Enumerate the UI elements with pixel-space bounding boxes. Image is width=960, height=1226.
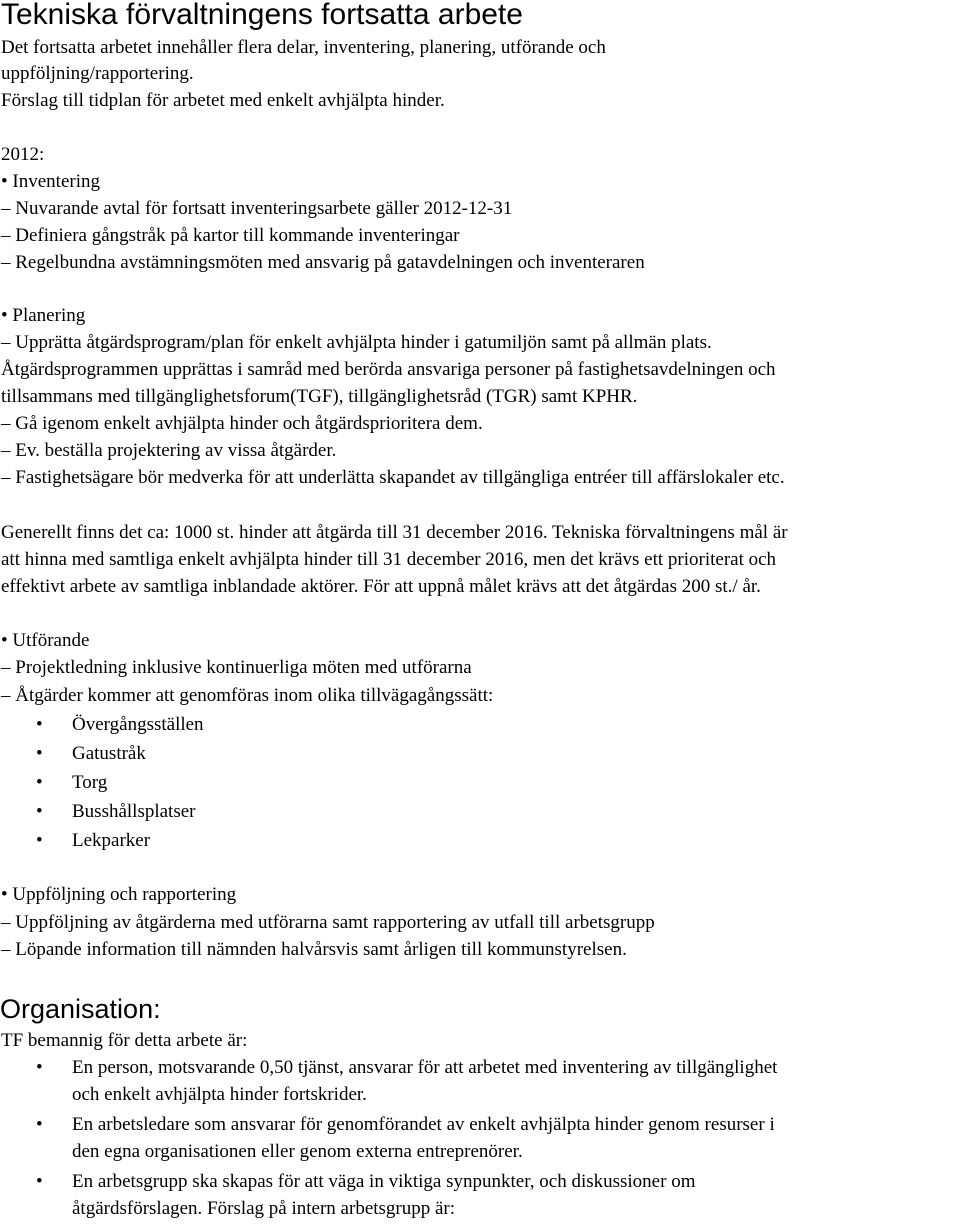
intro-line: uppföljning/rapportering. — [1, 63, 194, 84]
list-item: – Gå igenom enkelt avhjälpta hinder och åtgärdsprioritera dem. — [1, 413, 483, 434]
bullet-icon: • — [36, 801, 43, 822]
bullet-icon: • — [36, 1057, 43, 1078]
intro-line: Det fortsatta arbetet innehåller flera delar, inventering, planering, utförande och — [1, 37, 606, 58]
paragraph-line: Generellt finns det ca: 1000 st. hinder att åtgärda till 31 december 2016. Tekniska förvaltningens mål är — [1, 522, 788, 543]
paragraph-line: tillsammans med tillgänglighetsforum(TGF), tillgänglighetsråd (TGR) samt KPHR. — [1, 386, 638, 407]
list-item: – Ev. beställa projektering av vissa åtgärder. — [1, 440, 337, 461]
year-label: 2012: — [1, 144, 45, 165]
sub-list-item: Lekparker — [72, 830, 151, 851]
list-item: – Löpande information till nämnden halvårsvis samt årligen till kommunstyrelsen. — [1, 939, 627, 960]
list-item: En person, motsvarande 0,50 tjänst, ansvarar för att arbetet med inventering av tillgänglighet — [72, 1057, 778, 1078]
bullet-icon: • — [36, 714, 43, 735]
paragraph-line: effektivt arbete av samtliga inblandade aktörer. För att uppnå målet krävs att det åtgärdas 200 st./ år. — [1, 576, 761, 597]
list-item: En arbetsgrupp ska skapas för att väga in viktiga synpunkter, och diskussioner om — [72, 1171, 696, 1192]
list-item: – Regelbundna avstämningsmöten med ansvarig på gatavdelningen och inventeraren — [1, 252, 645, 273]
list-item-continued: och enkelt avhjälpta hinder fortskrider. — [72, 1084, 367, 1105]
sub-list-item: Övergångsställen — [72, 714, 204, 735]
list-item-continued: den egna organisationen eller genom externa entreprenörer. — [72, 1141, 523, 1162]
list-item: – Uppföljning av åtgärderna med utförarna samt rapportering av utfall till arbetsgrupp — [1, 912, 655, 933]
section-heading: • Utförande — [1, 630, 90, 651]
paragraph-line: Åtgärdsprogrammen upprättas i samråd med berörda ansvariga personer på fastighetsavdelningen och — [1, 359, 776, 380]
organisation-intro: TF bemannig för detta arbete är: — [1, 1030, 248, 1051]
paragraph-line: att hinna med samtliga enkelt avhjälpta hinder till 31 december 2016, men det krävs ett prioriterat och — [1, 549, 777, 570]
bullet-icon: • — [36, 1171, 43, 1192]
sub-list-item: Torg — [72, 772, 108, 793]
list-item: – Nuvarande avtal för fortsatt inventeringsarbete gäller 2012-12-31 — [1, 198, 513, 219]
list-item: – Åtgärder kommer att genomföras inom olika tillvägagångssätt: — [1, 685, 494, 706]
sub-list-item: Gatustråk — [72, 743, 146, 764]
bullet-icon: • — [36, 1114, 43, 1135]
sub-list-item: Busshållsplatser — [72, 801, 196, 822]
bullet-icon: • — [36, 830, 43, 851]
list-item: – Projektledning inklusive kontinuerliga möten med utförarna — [1, 657, 472, 678]
section-heading: • Planering — [1, 305, 86, 326]
intro-line: Förslag till tidplan för arbetet med enkelt avhjälpta hinder. — [1, 90, 445, 111]
list-item: En arbetsledare som ansvarar för genomförandet av enkelt avhjälpta hinder genom resurser i — [72, 1114, 775, 1135]
page-title: Tekniska förvaltningens fortsatta arbete — [1, 0, 523, 31]
list-item-continued: åtgärdsförslagen. Förslag på intern arbetsgrupp är: — [72, 1198, 456, 1219]
list-item: – Upprätta åtgärdsprogram/plan för enkelt avhjälpta hinder i gatumiljön samt på allmän plats. — [1, 332, 712, 353]
bullet-icon: • — [36, 772, 43, 793]
list-item: – Fastighetsägare bör medverka för att underlätta skapandet av tillgängliga entréer till affärslokaler etc. — [1, 467, 785, 488]
section-heading: • Uppföljning och rapportering — [1, 884, 237, 905]
organisation-heading: Organisation: — [0, 994, 161, 1024]
section-heading: • Inventering — [1, 171, 100, 192]
list-item: – Definiera gångstråk på kartor till kommande inventeringar — [1, 225, 460, 246]
bullet-icon: • — [36, 743, 43, 764]
